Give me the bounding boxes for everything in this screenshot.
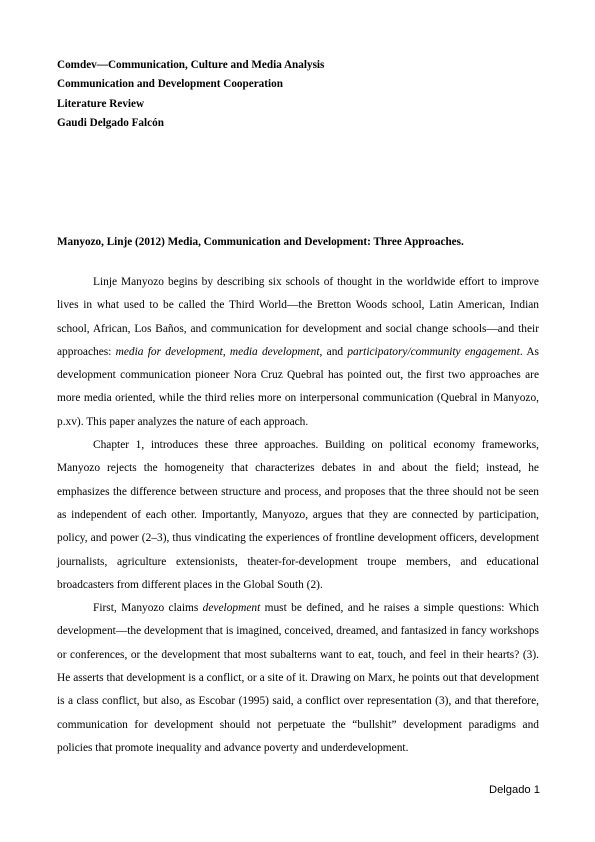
paragraph-2: Chapter 1, introduces these three approaches. Building on political economy frameworks, Manyozo rejects the homogeneity that characterizes debates in and about the field; instead, he emphasizes the difference between structure and process, and proposes that the three should not be seen as independent of each other. Importantly, Manyozo, argues that they are connected by participation, policy, and power (2–3), thus vindicating the experiences of frontline development officers, development journalists, agriculture extensionists, theater-for-development troupe members, and educational broadcasters from different places in the Global South (2). [57, 439, 539, 591]
course-subtitle: Communication and Development Cooperation [57, 78, 283, 91]
term-media-for-development: media for development [115, 345, 223, 358]
course-title: Comdev—Communication, Culture and Media Analysis [57, 59, 325, 71]
paragraph-1 [57, 271, 539, 434]
author-name: Gaudi Delgado Falcón [57, 116, 164, 129]
term-media-development: media development [229, 345, 320, 358]
paragraph-1-text-c: , and [319, 345, 348, 358]
assignment-type: Literature Review [57, 97, 145, 110]
paragraph-3 [57, 597, 539, 760]
review-title: Manyozo, Linje (2012) Media, Communication and Development: Three Approaches. [57, 236, 464, 248]
paragraph-1-text-a: Linje Manyozo begins by describing six schools of thought in the worldwide effort to improve lives in what used to be called the Third World—the Bretton Woods school, Latin American, Indian school, African, Los Baños, and communication for development and social change schools—and their approaches: [57, 276, 539, 358]
term-development: development [202, 602, 261, 615]
paragraph-1-text-d: . As development communication pioneer Nora Cruz Quebral has pointed out, the first two approaches are more media oriented, while the third relies more on interpersonal communication (Quebral in Manyozo, p.xv). This paper analyzes the nature of each approach. [57, 345, 539, 428]
document-header [57, 56, 557, 133]
page-footer: Delgado 1 [488, 784, 540, 796]
term-participatory-engagement: participatory/community engagement [347, 345, 520, 358]
paragraph-3-text-b: must be defined, and he raises a simple questions: Which development—the development that is imagined, conceived, dreamed, and fantasized in fancy workshops or conferences, or the development that most subalterns want to eat, touch, and feel in their hearts? (3). He asserts that development is a conflict, or a site of it. Drawing on Marx, he points out that development is a class conflict, but also, as Escobar (1995) said, a conflict over representation (3), and that therefore, communication for development should not perpetuate the “bullshit” development paradigms and policies that promote inequality and advance poverty and underdevelopment. [57, 602, 539, 754]
body-text [57, 271, 539, 760]
paragraph-3-text-a: First, Manyozo claims [93, 602, 203, 615]
paragraph-1-text-b: , [222, 345, 230, 358]
